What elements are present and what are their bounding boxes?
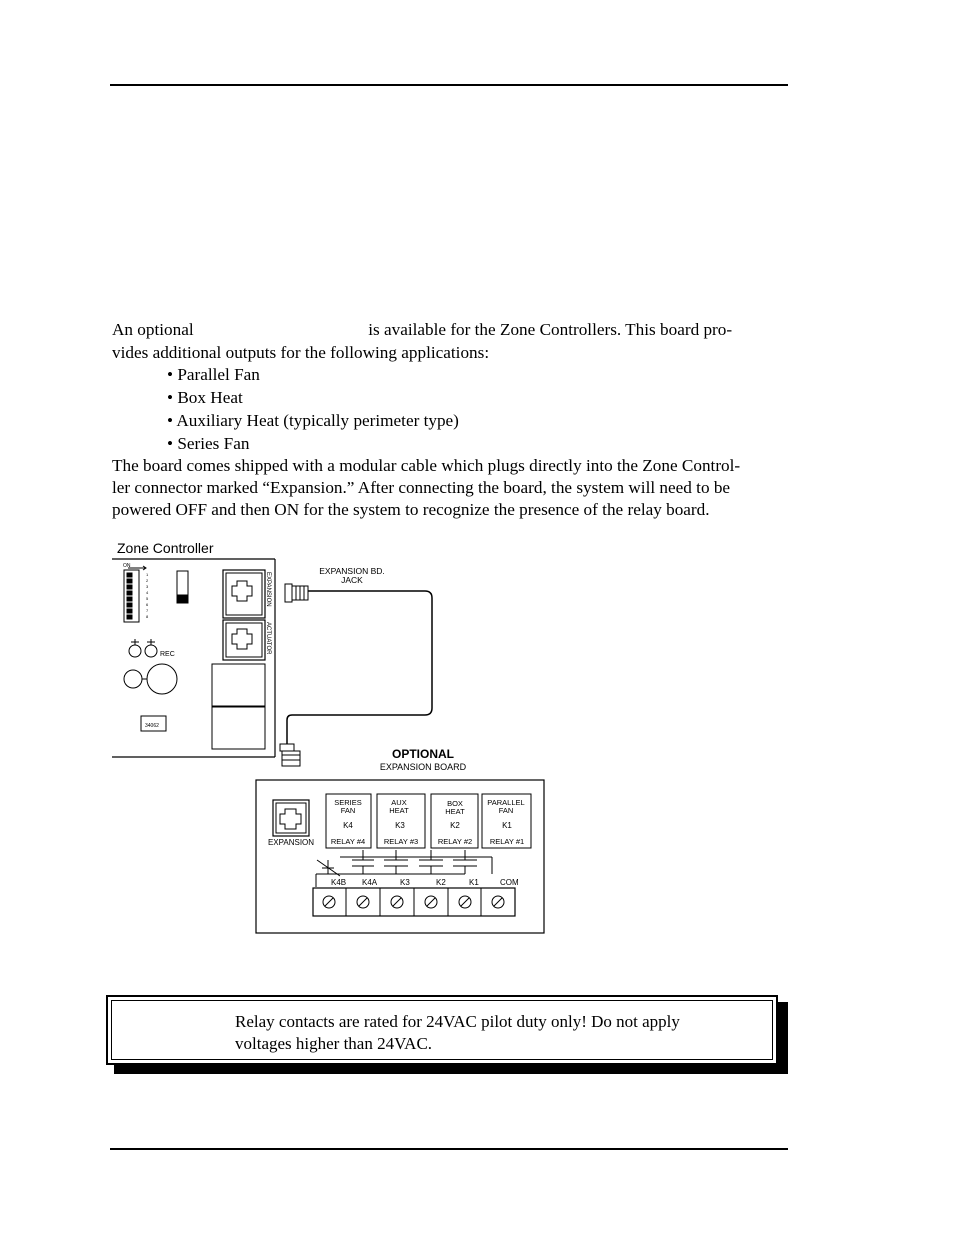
dip-number: 5 — [146, 596, 149, 601]
relay-block — [377, 794, 425, 848]
body-line-1: The board comes shipped with a modular cable which plugs directly into the Zone Control- — [112, 456, 741, 475]
relay-number: RELAY #4 — [330, 837, 366, 846]
expansion-jack — [285, 584, 308, 602]
terminal-label: K4A — [362, 878, 378, 887]
relay-k: K2 — [450, 821, 460, 830]
bullet-item: • Series Fan — [167, 434, 250, 453]
bullet-item: • Parallel Fan — [167, 365, 260, 384]
bottom-rule — [110, 1148, 788, 1150]
relay-name-2: HEAT — [389, 806, 409, 815]
relay-name-1: BOX — [447, 799, 463, 808]
zone-controller-board — [112, 540, 275, 757]
jumper — [177, 571, 188, 603]
bullet-item: • Box Heat — [167, 388, 243, 407]
body-line-2: ler connector marked “Expansion.” After connecting the board, the system will need to be — [112, 478, 731, 497]
warning-text — [235, 1011, 680, 1055]
jack-label-line-1: EXPANSION BD. — [319, 566, 385, 576]
rec-label: REC — [160, 651, 175, 658]
relay-number: RELAY #3 — [383, 837, 419, 846]
optional-label: OPTIONAL — [392, 747, 454, 761]
intro-line-2: vides additional outputs for the following applications: — [112, 343, 490, 362]
dip-number: 4 — [146, 590, 149, 595]
relay-name-2: FAN — [498, 806, 514, 815]
relay-block — [482, 794, 531, 848]
dip-number: 7 — [146, 608, 149, 613]
board-expansion-label: EXPANSION — [267, 838, 315, 847]
warning-line-1: Relay contacts are rated for 24VAC pilot duty only! Do not apply — [235, 1012, 680, 1031]
bullet-text: Box Heat — [177, 388, 243, 407]
terminal-label: K3 — [400, 878, 410, 887]
terminal-label: K1 — [469, 878, 479, 887]
expansion-port — [223, 570, 265, 618]
relay-number: RELAY #2 — [437, 837, 473, 846]
relay-name-1: AUX — [391, 798, 407, 807]
dip-number: 2 — [146, 578, 149, 583]
on-label: ON — [123, 563, 131, 569]
dip-number: 8 — [146, 614, 149, 619]
relay-block — [431, 794, 478, 848]
board-plug — [280, 744, 300, 766]
bullet-text: Parallel Fan — [177, 365, 260, 384]
relay-name-1: PARALLEL — [487, 798, 525, 807]
dip-number: 1 — [146, 572, 149, 577]
intro-prefix: An optional — [112, 320, 194, 339]
relay-number: RELAY #1 — [489, 837, 525, 846]
led-indicators — [124, 639, 177, 694]
dip-switch — [124, 570, 149, 622]
actuator-port-label: ACTUATOR — [265, 622, 271, 655]
dip-number: 3 — [146, 584, 149, 589]
relay-name-2: HEAT — [445, 807, 465, 816]
body-line-3: powered OFF and then ON for the system to recognize the presence of the relay board. — [112, 500, 710, 519]
relay-k: K1 — [502, 821, 512, 830]
bullet-text: Auxiliary Heat (typically perimeter type) — [176, 411, 459, 430]
dip-number: 6 — [146, 602, 149, 607]
intro-suffix: is available for the Zone Controllers. This board pro- — [368, 320, 733, 339]
expansion-board — [256, 780, 544, 933]
expansion-port-label: EXPANSION — [265, 572, 271, 607]
bullet-text: Series Fan — [177, 434, 250, 453]
board-expansion-port — [273, 800, 309, 836]
relay-name-1: SERIES — [334, 798, 362, 807]
terminal-strip — [313, 888, 515, 916]
zone-controller-title: Zone Controller — [117, 540, 214, 556]
actuator-port — [223, 620, 265, 660]
relay-k: K4 — [343, 821, 353, 830]
relay-k: K3 — [395, 821, 405, 830]
bullet-item: • Auxiliary Heat (typically perimeter type) — [167, 411, 459, 430]
relay-block — [326, 794, 371, 848]
relay-name-2: FAN — [340, 806, 356, 815]
terminal-label: K2 — [436, 878, 446, 887]
jack-label-line-2: JACK — [341, 575, 363, 585]
board-block-upper — [212, 664, 265, 706]
chip-label: 34062 — [145, 723, 159, 729]
terminal-label: COM — [500, 878, 519, 887]
warning-line-2: voltages higher than 24VAC. — [235, 1034, 433, 1053]
terminal-label: K4B — [331, 878, 347, 887]
modular-cable — [287, 591, 432, 744]
board-block-lower — [212, 707, 265, 749]
expansion-board-label: EXPANSION BOARD — [379, 762, 467, 772]
